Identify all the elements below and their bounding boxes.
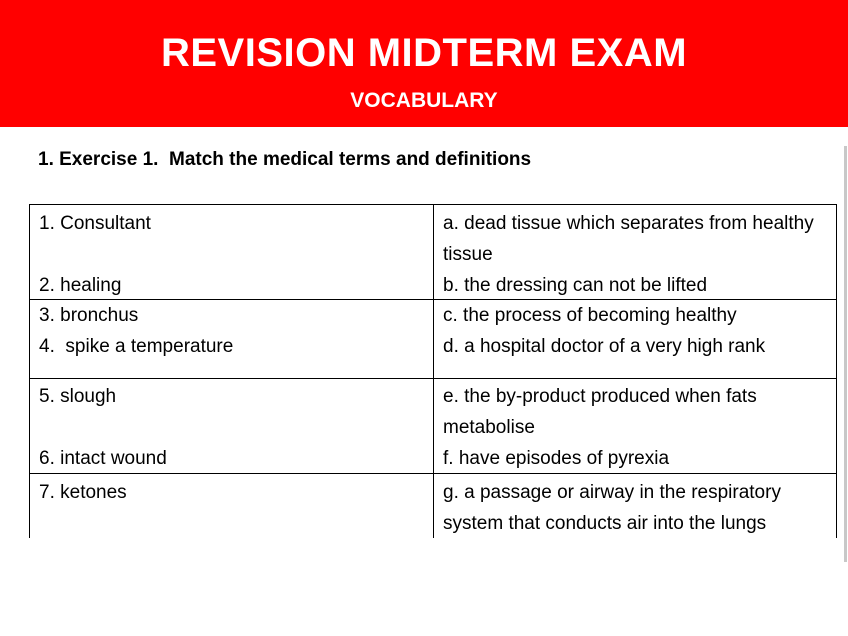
term-cell: [30, 474, 434, 538]
term-spacer: [39, 239, 425, 270]
definition-text: tissue: [443, 244, 493, 265]
definition-cell: [434, 205, 836, 299]
term-cell: [30, 205, 434, 299]
definition-text: g. a passage or airway in the respiratory: [443, 482, 781, 503]
definition-text: metabolise: [443, 417, 535, 438]
definition-text: f. have episodes of pyrexia: [443, 448, 670, 469]
table-row: [29, 204, 837, 299]
exercise-heading: 1. Exercise 1. Match the medical terms and definitions: [38, 149, 532, 170]
title-banner: [0, 0, 848, 127]
table-row: [29, 299, 837, 378]
definition-cell: [434, 300, 836, 378]
right-edge-shadow: [844, 146, 847, 562]
definition-cell: [434, 474, 836, 538]
term-cell: [30, 379, 434, 473]
table-row: [29, 378, 837, 473]
term-text: 1. Consultant: [39, 213, 151, 234]
definition-text: c. the process of becoming healthy: [443, 305, 737, 326]
definition-text: b. the dressing can not be lifted: [443, 275, 708, 296]
term-text: 4. spike a temperature: [39, 336, 234, 357]
term-text: 7. ketones: [39, 482, 127, 503]
term-text: 3. bronchus: [39, 305, 139, 326]
definition-text: e. the by-product produced when fats: [443, 386, 757, 407]
term-spacer: [39, 412, 425, 443]
banner-subtitle: VOCABULARY: [350, 89, 498, 112]
definition-text: system that conducts air into the lungs: [443, 513, 767, 534]
matching-table: [29, 204, 837, 538]
banner-title: REVISION MIDTERM EXAM: [160, 31, 688, 75]
term-text: 5. slough: [39, 386, 117, 407]
term-cell: [30, 300, 434, 378]
term-text: 2. healing: [39, 275, 122, 296]
definition-text: d. a hospital doctor of a very high rank: [443, 336, 766, 357]
definition-cell: [434, 379, 836, 473]
term-text: 6. intact wound: [39, 448, 167, 469]
definition-text: a. dead tissue which separates from healthy: [443, 213, 814, 234]
table-row: [29, 473, 837, 538]
